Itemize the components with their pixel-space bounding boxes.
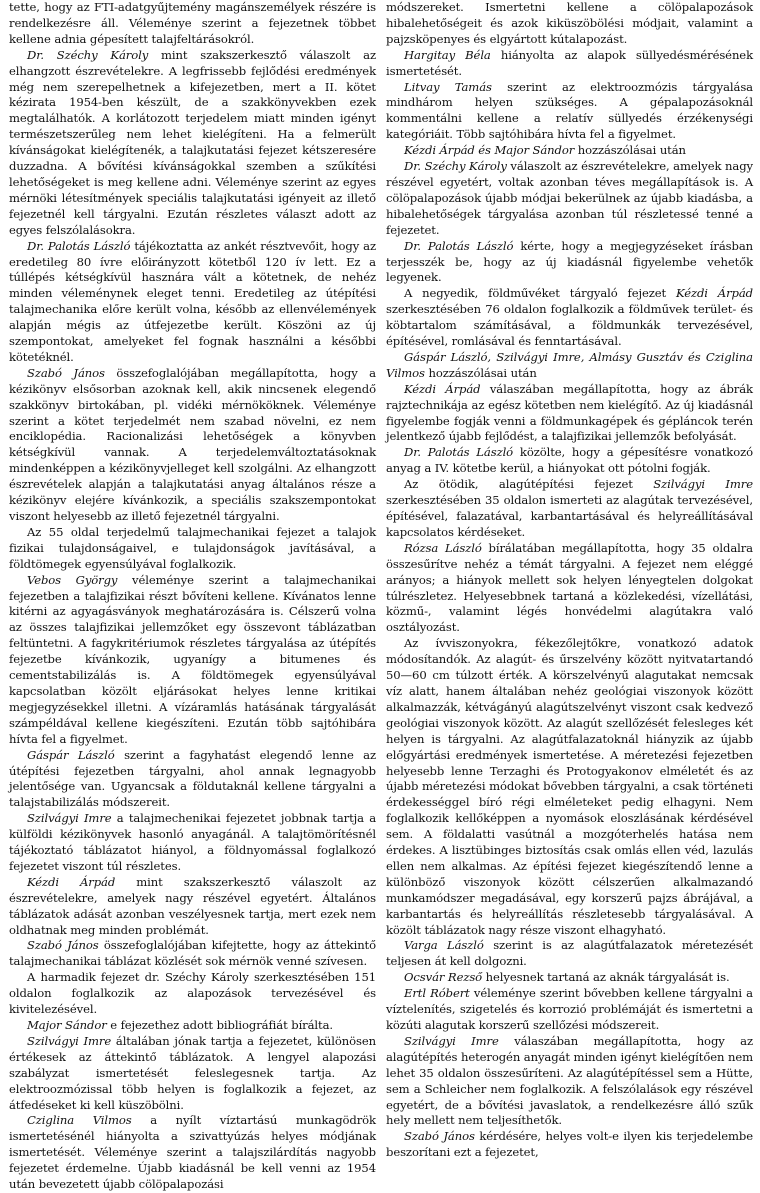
paragraph (9, 875, 376, 939)
paragraph (386, 938, 753, 970)
person-name: Kézdi Árpád (675, 286, 753, 301)
paragraph-text: közölte, hogy a gépesítésre vonatkozó anyag a IV. kötetbe kerül, a hiányokat ott pótolni fogják. (386, 445, 753, 476)
paragraph (386, 477, 753, 541)
paragraph-text: A harmadik fejezet dr. Széchy Károly szerkesztésében 151 oldalon foglalkozik az alapozások tervezésével és kivitelezésével. (9, 970, 376, 1017)
paragraph (9, 525, 376, 573)
paragraph-text: tette, hogy az FTI-adatgyűjtemény magánszemélyek részére is rendelkezésre áll. Véleménye szerint a fejezetnek többet kellene adnia gépesített talajfeltárásokról. (9, 0, 376, 46)
paragraph (386, 986, 753, 1034)
paragraph-text: bírálatában megállapította, hogy 35 oldalra összesűrítve nehéz a témát tárgyalni. A fejezet nem eléggé arányos; a hiányok mellett sok helyen lényegtelen dolgokat túlrészletez. Helyesebbnek tartaná a közlekedési, vízellátási, közmű-, valamint légés honvédelmi alagútakra való osztályozást. (386, 540, 753, 635)
paragraph (386, 143, 753, 159)
paragraph-text: általában jónak tartja a fejezetet, különösen értékesek az áttekintő táblázatok. A lengyel alapozási szabályzat ismertetését feleslegesnek tartja. Az elektroozmózissal több helyen is foglalkozik a fejezet, az átfedéseket ki kell küszöbölni. (9, 1033, 376, 1112)
paragraph (386, 159, 753, 239)
paragraph-text: hiányolta az alapok süllyedésmérésének ismertetését. (386, 47, 753, 78)
paragraph (9, 1018, 376, 1034)
paragraph-text: mint szakszerkesztő válaszolt az elhangzott észrevételekre. A legfrissebb fejlődési eredmények még nem szerepelhetnek a kifejezetben, mert a II. kötet kézirata 1954-ben készült, de a szakkönyvekben ezek megtalálhatók. A korlátozott terjedelem miatt minden igényt természetszerűleg nem lehet kielégíteni. Ha a felmerült kívánságokat kielégítenék, a talajkutatási fejezet kétszeresére duzzadna. A bővítési kívánságokkal szemben a szűkítési lehetőségeket is meg kellene adni. Véleménye szerint az egyes mérnöki létesítmények speciális talajkutatási igényeit az illető fejezetnél kell tárgyalni. Ezután részletes választ adott az egyes felszólalásokra. (9, 47, 376, 237)
person-name: Dr. Palotás László (27, 238, 131, 253)
paragraph-text: A negyedik, földművéket tárgyaló fejezet (404, 286, 676, 301)
person-name: Szabó János (404, 1129, 475, 1144)
paragraph (9, 811, 376, 875)
paragraph (386, 636, 753, 938)
paragraph-text: helyesnek tartaná az aknák tárgyalását is. (482, 970, 730, 985)
paragraph (386, 445, 753, 477)
paragraph-text: szerkesztésében 76 oldalon foglalkozik a földművek terület- és köbtartalom számításával, a földmunkák tervezésével, építésével, romlásával és fenntartásával. (386, 302, 753, 349)
paragraph (386, 80, 753, 144)
person-name: Dr. Palotás László (404, 238, 514, 253)
person-name: Ocsvár Rezső (404, 970, 483, 985)
paragraph (9, 48, 376, 239)
person-name: Hargitay Béla (404, 47, 491, 62)
paragraph (9, 239, 376, 366)
person-name: Rózsa László (404, 540, 482, 555)
paragraph-text: e fejezethez adott bibliográfiát bírálta. (106, 1018, 333, 1032)
paragraph-text: szerint az elektroozmózis tárgyalása mindhárom helyen szükséges. A gépalapozásoknál kommentálni kellene a relatív süllyedés érzékenységi kategóriáit. Több sajtóhibára hívta fel a figyelmet. (386, 79, 753, 142)
paragraph (9, 0, 376, 48)
paragraph (386, 541, 753, 636)
person-name: Szilvágyi Imre (653, 477, 754, 492)
person-name: Kézdi Árpád (27, 874, 116, 889)
paragraph (9, 366, 376, 525)
paragraph (9, 1034, 376, 1114)
person-name: Szilvágyi Imre (27, 811, 112, 826)
paragraph-text: összefoglalójában kifejtette, hogy az áttekintő talajmechanikai táblázat közlését sok mérnök venné szívesen. (9, 938, 376, 969)
paragraph-text: hozzászólásai után (424, 365, 537, 380)
paragraph (386, 48, 753, 80)
person-name: Ertl Róbert (404, 986, 470, 1001)
person-name: Litvay Tamás (404, 79, 492, 94)
paragraph (386, 239, 753, 287)
person-name: Vebos György (27, 572, 118, 587)
paragraph-text: kérte, hogy a megjegyzéseket írásban terjesszék be, hogy az új kiadásnál figyelembe vehetők legyenek. (386, 238, 753, 285)
paragraph-text: válaszában megállapította, hogy az alagútépítés heterogén anyagát minden igényt kielégítően nem lehet 35 oldalon összesűríteni. Az alagútépítéssel sem a Hütte, sem a Schleicher nem foglalkozik. A felszólalások egy részével egyetért, de a bővítési javaslatok, a rendelkezésre álló szűk hely mellett nem teljesíthetők. (386, 1033, 753, 1128)
paragraph (386, 382, 753, 446)
paragraph (9, 573, 376, 748)
person-name: Gáspár László (27, 747, 115, 762)
paragraph-text: kérdésére, helyes volt-e ilyen kis terjedelembe beszorítani ezt a fejezetet, (386, 1129, 754, 1160)
paragraph (386, 1129, 753, 1161)
paragraph-text: válaszában megállapította, hogy az ábrák rajztechnikája az egész kötetben nem kielégítő. Az új kiadásnál figyelembe fogják venni a földmunkagépek és gépláncok terén jelentkező újabb fejlődést, a talajfizikai jellemzők befolyását. (386, 381, 753, 444)
paragraph-text: válaszolt az észrevételekre, amelyek nagy részével egyetért, voltak azonban téves megállapítások is. A cölöpalapozások újabb módjai bekerülnek az újabb kiadásba, a hibalehetőségek tárgyalása azonban túl részletessé tenné a fejezetet. (386, 159, 753, 237)
person-name: Dr. Palotás László (404, 445, 514, 460)
person-name: Kézdi Árpád és Major Sándor (404, 143, 575, 158)
person-name: Kézdi Árpád (404, 381, 481, 396)
paragraph (9, 970, 376, 1018)
paragraph-text: módszereket. Ismertetni kellene a cölöpalapozások hibalehetőségeit és azok kiküszöbölési módjait, valamint a pajzsköpenyes és elgyártott kútalapozást. (386, 0, 753, 46)
paragraph-text: szerkesztésében 35 oldalon ismerteti az alagútak tervezésével, építésével, falazatával, karbantartásával és helyreállításával kapcsolatos kérdéseket. (386, 493, 753, 539)
text-column-left (9, 0, 377, 1192)
paragraph-text: véleménye szerint a talajmechanikai fejezetben a talajfizikai részt bővíteni kellene. Kívánatos lenne kitérni az agyagásványok meghatározására is. Célszerű volna az összes talajfizikai jellemzőket egy összevont táblázatban feltüntetni. A fagykritériumok részletes tárgyalása az útépítés fejezetbe kívánkozik, ugyanígy a bitumenes és cementstabilizálás is. A földtömegek egyensúlyával kapcsolatban közölt eljárásokat helyes lenne kritikai megjegyzésekkel illetni. A vízáramlás hatásának tárgyalását számpéldával kellene kiegészíteni. Ezután több sajtóhibára hívta fel a figyelmet. (9, 572, 376, 746)
paragraph (9, 1113, 376, 1193)
paragraph (386, 350, 753, 382)
paragraph (9, 938, 376, 970)
paragraph-text: a talajmechenikai fejezetet jobbnak tartja a külföldi kézikönyvek hasonló anyagánál. A talajtömörítésnél tájékoztató táblázatot hiányol, a földnyomással foglalkozó fejezetet viszont túl részletes. (9, 811, 377, 873)
paragraph-text: mint szakszerkesztő válaszolt az észrevételekre, amelyek nagy részével egyetért. Általános táblázatok adását azonban veszélyesnek tartja, mert ezek nem oldhatnak meg minden problémát. (9, 874, 376, 937)
paragraph-text: Az ötödik, alagútépítési fejezet (404, 477, 654, 492)
paragraph-text: hozzászólásai után (574, 143, 686, 158)
paragraph-text: összefoglalójában megállapította, hogy a kézikönyv elsősorban azoknak kell, akik nincsenek elegendő szakkönyv birtokában, pl. vidéki mérnököknek. Véleménye szerint a kötet terjedelmét nem szabad növelni, ez nem enciklopédia. Racionalizási lehetőségek a könyvben kétségkívül vannak. A terjedelemváltoztatásoknak mindenképpen a kézikönyvjelleget kell szolgálni. Az elhangzott észrevételek alapján a talajkutatási anyag általános része a kézikönyv elejére kívánkozik, a speciális szakszempontokat viszont helyesebb az illető fejezetnél tárgyalni. (9, 365, 376, 523)
person-name: Dr. Széchy Károly (404, 159, 507, 174)
person-name: Major Sándor (27, 1018, 107, 1032)
paragraph-text: szerint a fagyhatást elegendő lenne az útépítési fejezetben tárgyalni, ahol annak legnagyobb jelentősége van. Ugyancsak a földutaknál kellene tárgyalni a talajstabilizálás módszereit. (9, 747, 376, 810)
paragraph-text: véleménye szerint bővebben kellene tárgyalni a víztelenítés, szigetelés és korrozió problémáját és ismertetni a közúti alagutak korszerű szellőzési módszereit. (386, 986, 753, 1032)
paragraph (386, 970, 753, 986)
text-column-right (386, 0, 754, 1160)
paragraph-text: Az ívviszonyokra, fékezőlejtőkre, vonatkozó adatok módosítandók. Az alagút- és űrszelvény között nyitvatartandó 50—60 cm túlzott érték. A körszelvényű alagutakat nemcsak víz alatt, hanem általában nehéz geológiai viszonyok között alkalmazzák, kétvágányú alagútszelvényt viszont csak kedvező geológiai viszonyok között. Az alagút szellőzését felesleges két helyen is tárgyalni. Az alagútfalazatoknál hiányzik az újabb előgyártási eredmények ismertetése. A méretezési fejezetben helyesebb lenne Terzaghi és Protogyakonov elméletét és az újabb méretezési módokat bővebben tárgyalni, a csak történeti érdekességgel bíró régi elméleteket pedig elhagyni. Nem foglalkozik kellőképpen a nyomások eloszlásának kérdésével sem. A földalatti vasútnál a mozgóterhelés hatása nem érdekes. A lisztübinges biztosítás csak omlás ellen véd, lazulás ellen nem alkalmas. Az építési fejezet kiegészítendő lenne a különböző viszonyok között célszerűen alkalmazandó munkamódszer megadásával, egy korszerű pajzs ábrájával, a karbantartás és helyreállítás részletesebb tárgyalásával. A közölt táblázatok nagy része viszont elhagyható. (386, 636, 753, 937)
person-name: Szabó János (27, 365, 105, 380)
paragraph-text: Az 55 oldal terjedelmű talajmechanikai fejezet a talajok fizikai tulajdonságaivel, e tulajdonságok javításával, a földtömegek egyensúlyával foglalkozik. (9, 524, 376, 571)
person-name: Cziglina Vilmos (27, 1113, 132, 1128)
person-name: Szilvágyi Imre (404, 1033, 499, 1048)
person-name: Dr. Széchy Károly (27, 47, 149, 62)
person-name: Gáspár László, Szilvágyi Imre, Almásy Gusztáv és Cziglina Vilmos (386, 349, 753, 380)
paragraph (386, 0, 753, 48)
paragraph-text: szerint is az alagútfalazatok méretezését teljesen át kell dolgozni. (386, 938, 753, 969)
paragraph (9, 748, 376, 812)
person-name: Szilvágyi Imre (27, 1033, 112, 1048)
person-name: Szabó János (27, 938, 99, 953)
person-name: Varga László (404, 938, 484, 953)
paragraph (386, 1034, 753, 1129)
paragraph-text: a nyílt víztartású munkagödrök ismertetésénél hiányolta a szivattyúzás helyes módjának ismertetését. Véleménye szerint a talajszilárdítás nagyobb fejezetet érdemelne. Újabb kiadásnál be kell venni az 1954 után bevezetett újabb cölöpalapozási (9, 1113, 376, 1192)
paragraph (386, 286, 753, 350)
paragraph-text: tájékoztatta az ankét résztvevőit, hogy az eredetileg 80 ívre előirányzott kötetből 120 ív lett. Ez a túllépés kétségkívül hasznára vált a kötetnek, de nehéz minden véleménynek eleget tenni. Eredetileg az útépítési talajmechanika előre került volna, később az ellenvélemények alapján mégis az útfejezetbe került. Köszöni az új szempontokat, amelyeket fel fognak használni a későbbi kötetéknél. (9, 238, 376, 364)
